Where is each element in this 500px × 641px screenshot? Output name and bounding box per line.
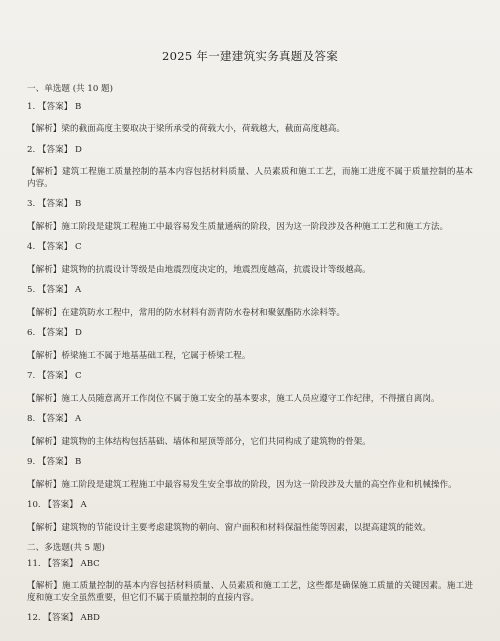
question-item — [27, 328, 473, 362]
question-item — [27, 145, 473, 191]
answer-line: 8. 【答案】 A — [27, 414, 82, 424]
explanation-text: 【解析】施工阶段是建筑工程施工中最容易发生安全事故的阶段，因为这一阶段涉及大量的高空作业和机械操作。 — [27, 479, 457, 490]
page-title: 2025 年一建建筑实务真题及答案 — [161, 49, 339, 63]
explanation-text: 【解析】梁的截面高度主要取决于梁所承受的荷载大小，荷载越大，截面高度越高。 — [27, 124, 345, 134]
explanation-text: 【解析】建筑物的抗震设计等级是由地震烈度决定的，地震烈度越高，抗震设计等级越高。 — [27, 264, 371, 275]
answer-line: 10. 【答案】 A — [27, 500, 87, 510]
question-item — [27, 371, 473, 405]
question-item — [27, 457, 473, 491]
answer-line: 9. 【答案】 B — [27, 457, 82, 467]
section-heading-multi: 二、多选题(共 5 题) — [27, 543, 105, 553]
explanation-text: 【解析】在建筑防水工程中，常用的防水材料有沥青防水卷材和聚氨酯防水涂料等。 — [27, 307, 345, 318]
answer-line: 3. 【答案】 B — [27, 199, 82, 209]
question-item — [27, 559, 473, 605]
question-item — [27, 285, 473, 319]
explanation-text: 【解析】施工阶段是建筑工程施工中最容易发生质量通病的阶段，因为这一阶段涉及各种施工工艺和施工方法。 — [27, 221, 449, 232]
answer-line: 1. 【答案】 B — [27, 101, 82, 112]
question-item — [27, 199, 473, 233]
question-item — [27, 613, 473, 625]
question-item — [27, 500, 473, 534]
explanation-text: 【解析】建筑物的节能设计主要考虑建筑物的朝向、窗户面积和材料保温性能等因素，以提高建筑的能效。 — [27, 522, 431, 533]
question-item — [27, 102, 473, 136]
explanation-text: 【解析】施工人员随意离开工作岗位不属于施工安全的基本要求，施工人员应遵守工作纪律，不得擅自离岗。 — [27, 393, 440, 404]
explanation-text: 【解析】施工质量控制的基本内容包括材料质量、人员素质和施工工艺，这些都是确保施工质量的关键因素。施工进度和施工安全虽然重要，但它们不属于质量控制的直接内容。 — [27, 581, 473, 603]
question-item — [27, 414, 473, 448]
answer-line: 12. 【答案】 ABD — [27, 613, 100, 623]
answer-line: 5. 【答案】 A — [27, 285, 82, 295]
answer-line: 6. 【答案】 D — [27, 328, 82, 338]
explanation-text: 【解析】建筑工程施工质量控制的基本内容包括材料质量、人员素质和施工工艺，而施工进度不属于质量控制的基本内容。 — [27, 167, 473, 189]
explanation-text: 【解析】桥梁施工不属于地基基础工程，它属于桥梁工程。 — [27, 350, 251, 361]
section-heading-single: 一、单选题 (共 10 题) — [27, 84, 113, 94]
answer-line: 2. 【答案】 D — [27, 144, 82, 155]
answer-line: 7. 【答案】 C — [27, 371, 82, 381]
question-item — [27, 242, 473, 276]
document-body — [27, 84, 473, 636]
answer-line: 4. 【答案】 C — [27, 242, 82, 252]
explanation-text: 【解析】建筑物的主体结构包括基础、墙体和屋顶等部分，它们共同构成了建筑物的骨架。 — [27, 436, 371, 447]
answer-line: 11. 【答案】 ABC — [27, 558, 100, 569]
